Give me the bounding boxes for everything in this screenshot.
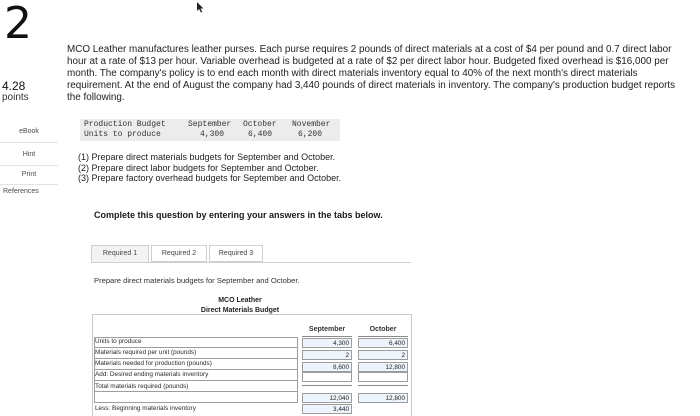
tab-required-2[interactable]: Required 2 — [151, 245, 207, 262]
october-value-cell[interactable]: 12,800 — [358, 393, 408, 403]
production-value: 6,400 — [248, 130, 273, 139]
task-list — [78, 152, 341, 184]
september-value-cell[interactable]: 4,300 — [302, 338, 352, 348]
complete-instructions: Complete this question by entering your answers in the tabs below. — [94, 210, 383, 220]
row-label: Materials required per unit (pounds) — [95, 349, 197, 356]
task-item: (3) Prepare factory overhead budgets for September and October. — [78, 173, 342, 183]
task-item: (1) Prepare direct materials budgets for September and October. — [78, 152, 336, 162]
budget-company: MCO Leather — [218, 297, 262, 304]
task-item: (2) Prepare direct labor budgets for September and October. — [78, 162, 319, 173]
sidebar-divider — [0, 142, 58, 143]
sidebar-divider — [0, 165, 58, 166]
mouse-cursor-icon — [196, 2, 204, 13]
tab-required-3[interactable]: Required 3 — [209, 245, 263, 262]
references-link[interactable]: References — [3, 188, 39, 195]
row-label: Total materials required (pounds) — [95, 383, 189, 390]
production-value: 4,300 — [200, 130, 225, 139]
production-budget-table — [80, 119, 340, 141]
points-label: points — [2, 91, 29, 103]
october-value-cell[interactable]: 6,400 — [358, 338, 408, 348]
row-label: Less: Beginning materials inventory — [95, 405, 196, 412]
budget-heading — [170, 296, 310, 316]
october-value-cell[interactable]: 2 — [358, 350, 408, 360]
tab-required-1[interactable]: Required 1 — [91, 245, 149, 262]
production-col-header: October — [243, 120, 277, 129]
production-row-label: Units to produce — [84, 130, 161, 139]
hint-link[interactable]: Hint — [22, 151, 36, 158]
tab-divider — [91, 262, 411, 263]
tab-instruction: Prepare direct materials budgets for September and October. — [94, 276, 300, 285]
production-col-header: September — [188, 120, 232, 129]
question-points — [2, 80, 29, 103]
production-col-header: November — [292, 120, 331, 129]
september-value-cell[interactable]: 2 — [302, 350, 352, 360]
subtotal-rule — [302, 385, 352, 386]
column-header-october: October — [369, 326, 397, 333]
question-number: 2 — [4, 0, 32, 49]
october-value-cell[interactable]: 12,800 — [358, 362, 408, 372]
september-input-cell[interactable] — [302, 372, 352, 382]
column-rule — [302, 336, 352, 337]
row-label-cell — [94, 392, 298, 403]
budget-title: Direct Materials Budget — [200, 307, 280, 314]
print-link[interactable]: Print — [21, 171, 37, 178]
september-value-cell[interactable]: 12,040 — [302, 393, 352, 403]
row-label: Units to produce — [95, 338, 142, 345]
production-budget-title: Production Budget — [84, 120, 166, 129]
column-rule — [358, 336, 408, 337]
ebook-link[interactable]: eBook — [19, 128, 39, 135]
problem-intro: MCO Leather manufactures leather purses. Each purse requires 2 pounds of direct materials at a cost of $4 per pound and 0.7 direct labor hour at a rate of $13 per hour. Variable overhead is budgeted at a rate of $2 per direct labor hour. Budgeted fixed overhead is $16,000 per month. The company's policy is to end each month with direct materials inventory equal to 40% of the next month's direct materials requirement. At the end of August the company had 3,440 pounds of direct materials in inventory. The company's production budget reports the following. — [67, 44, 676, 103]
production-value: 6,200 — [298, 130, 323, 139]
points-value: 4.28 — [2, 79, 26, 93]
column-header-september: September — [308, 326, 346, 333]
october-input-cell[interactable] — [358, 372, 408, 382]
row-label: Add: Desired ending materials inventory — [95, 371, 209, 378]
subtotal-rule — [358, 385, 408, 386]
row-label: Materials needed for production (pounds) — [95, 360, 212, 367]
september-value-cell[interactable]: 3,440 — [302, 404, 352, 414]
sidebar-divider — [0, 184, 58, 185]
september-value-cell[interactable]: 8,600 — [302, 362, 352, 372]
